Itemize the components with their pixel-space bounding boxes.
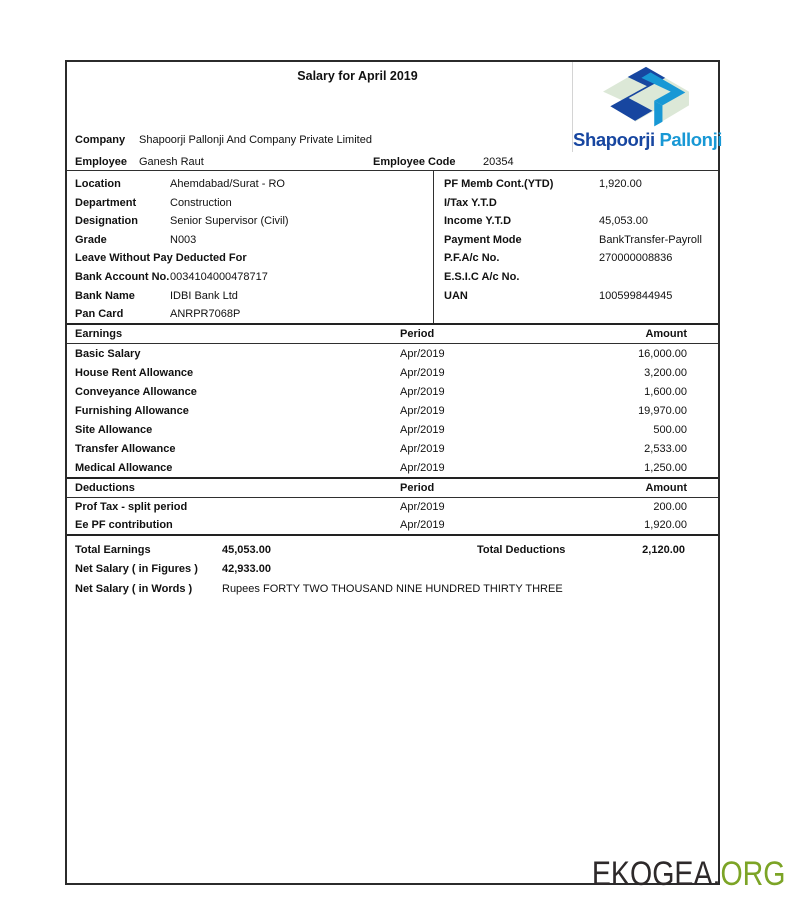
employee-code-value: 20354 (483, 156, 514, 168)
total-earnings-label: Total Earnings (75, 543, 151, 556)
detail-value: 0034104000478717 (170, 270, 268, 283)
detail-value: Construction (170, 196, 232, 209)
net-salary-figures-row (67, 560, 718, 580)
deduction-period: Apr/2019 (400, 501, 445, 513)
detail-value: Senior Supervisor (Civil) (170, 215, 289, 228)
company-label: Company (75, 134, 126, 146)
deductions-header-row (67, 477, 718, 498)
detail-label: Grade (75, 233, 107, 246)
deductions-column-header: Deductions (75, 482, 135, 494)
detail-row (434, 268, 718, 287)
employee-row (67, 152, 568, 172)
earning-period: Apr/2019 (400, 404, 445, 417)
earnings-row (67, 401, 718, 420)
earning-amount: 3,200.00 (644, 366, 687, 379)
deduction-amount: 200.00 (653, 501, 687, 513)
amount-column-header: Amount (645, 482, 687, 494)
detail-value: 1,920.00 (599, 178, 642, 190)
earnings-row (67, 363, 718, 382)
net-salary-words-row (67, 579, 718, 599)
detail-row (434, 231, 718, 250)
net-salary-words-value: Rupees FORTY TWO THOUSAND NINE HUNDRED THIRTY THREE (222, 582, 563, 595)
deduction-name: Ee PF contribution (75, 519, 173, 531)
detail-label: Bank Name (75, 289, 135, 302)
detail-row (434, 287, 718, 306)
earning-amount: 1,250.00 (644, 461, 687, 474)
deductions-row (67, 516, 718, 534)
detail-label: UAN (444, 289, 468, 302)
period-column-header: Period (400, 328, 435, 340)
detail-row (67, 249, 433, 268)
detail-value: N003 (170, 233, 197, 246)
detail-row (67, 305, 433, 324)
detail-value: Ahemdabad/Surat - RO (170, 178, 285, 190)
total-deductions-value: 2,120.00 (642, 543, 685, 556)
detail-label: Designation (75, 215, 138, 228)
earnings-row (67, 420, 718, 439)
detail-row (67, 212, 433, 231)
detail-row (67, 231, 433, 250)
earning-period: Apr/2019 (400, 442, 445, 455)
brand-name (573, 129, 723, 150)
detail-row (67, 194, 433, 213)
earning-period: Apr/2019 (400, 347, 445, 360)
sp-monogram-icon (598, 66, 694, 130)
earning-name: Site Allowance (75, 423, 153, 436)
detail-row (434, 175, 718, 194)
company-row (67, 130, 568, 150)
earning-period: Apr/2019 (400, 366, 445, 379)
employee-label: Employee (75, 156, 127, 168)
deduction-amount: 1,920.00 (644, 519, 687, 531)
earning-name: Transfer Allowance (75, 442, 176, 455)
detail-value: 45,053.00 (599, 215, 648, 228)
payslip-document (65, 60, 723, 885)
detail-row (434, 212, 718, 231)
earnings-row (67, 458, 718, 477)
earning-name: Conveyance Allowance (75, 385, 197, 398)
earning-amount: 2,533.00 (644, 442, 687, 455)
earning-amount: 19,970.00 (638, 404, 687, 417)
company-logo (572, 62, 723, 152)
amount-column-header: Amount (645, 328, 687, 340)
employee-code-label: Employee Code (373, 156, 456, 168)
earning-amount: 1,600.00 (644, 385, 687, 398)
deductions-row (67, 498, 718, 516)
totals-row (67, 540, 718, 560)
net-salary-figures-value: 42,933.00 (222, 563, 271, 576)
earning-name: Basic Salary (75, 347, 141, 360)
detail-label: Department (75, 196, 137, 209)
payslip-body (67, 170, 718, 599)
company-value: Shapoorji Pallonji And Company Private Limited (139, 134, 372, 146)
detail-label: Payment Mode (444, 233, 522, 246)
earning-period: Apr/2019 (400, 423, 445, 436)
earning-period: Apr/2019 (400, 385, 445, 398)
detail-label: I/Tax Y.T.D (444, 196, 497, 209)
earning-name: House Rent Allowance (75, 366, 194, 379)
net-salary-words-label: Net Salary ( in Words ) (75, 582, 193, 595)
detail-label: Leave Without Pay Deducted For (75, 252, 247, 265)
detail-row (67, 287, 433, 306)
employee-value: Ganesh Raut (139, 156, 204, 168)
deductions-table (67, 498, 718, 534)
detail-row (67, 175, 433, 194)
detail-label: E.S.I.C A/c No. (444, 270, 520, 283)
deduction-period: Apr/2019 (400, 519, 445, 531)
summary-section (67, 534, 718, 599)
total-deductions-label: Total Deductions (477, 543, 566, 556)
total-earnings-value: 45,053.00 (222, 543, 271, 556)
net-salary-figures-label: Net Salary ( in Figures ) (75, 563, 198, 576)
watermark-green-text: ORG (720, 855, 786, 893)
detail-label: P.F.A/c No. (444, 252, 500, 265)
brand-name-dark: Shapoorji (573, 129, 655, 150)
earnings-row (67, 344, 718, 363)
detail-label: Bank Account No. (75, 270, 170, 283)
period-column-header: Period (400, 482, 435, 494)
earning-amount: 500.00 (653, 423, 687, 436)
detail-label: Income Y.T.D (444, 215, 512, 228)
details-right-column (433, 171, 718, 323)
detail-value: 100599844945 (599, 289, 673, 302)
details-left-column (67, 175, 433, 323)
detail-label: Location (75, 178, 121, 190)
detail-row (67, 268, 433, 287)
detail-value: ANRPR7068P (170, 308, 241, 321)
detail-row (434, 249, 718, 268)
detail-label: PF Memb Cont.(YTD) (444, 178, 554, 190)
earnings-column-header: Earnings (75, 328, 123, 340)
watermark-dark-text: EKOGEA. (592, 855, 721, 893)
detail-row (434, 194, 718, 213)
detail-value: BankTransfer-Payroll (599, 233, 702, 246)
details-section (67, 170, 718, 323)
earnings-table (67, 344, 718, 477)
detail-value: 270000008836 (599, 252, 673, 265)
earnings-row (67, 382, 718, 401)
earning-amount: 16,000.00 (638, 347, 687, 360)
earning-name: Medical Allowance (75, 461, 173, 474)
detail-label: Pan Card (75, 308, 124, 321)
earnings-header-row (67, 323, 718, 344)
earnings-row (67, 439, 718, 458)
earning-period: Apr/2019 (400, 461, 445, 474)
detail-value: IDBI Bank Ltd (170, 289, 238, 302)
brand-name-light: Pallonji (654, 129, 723, 150)
ekogea-watermark (592, 855, 786, 894)
earning-name: Furnishing Allowance (75, 404, 189, 417)
payslip-title: Salary for April 2019 (297, 69, 418, 83)
deduction-name: Prof Tax - split period (75, 501, 188, 513)
